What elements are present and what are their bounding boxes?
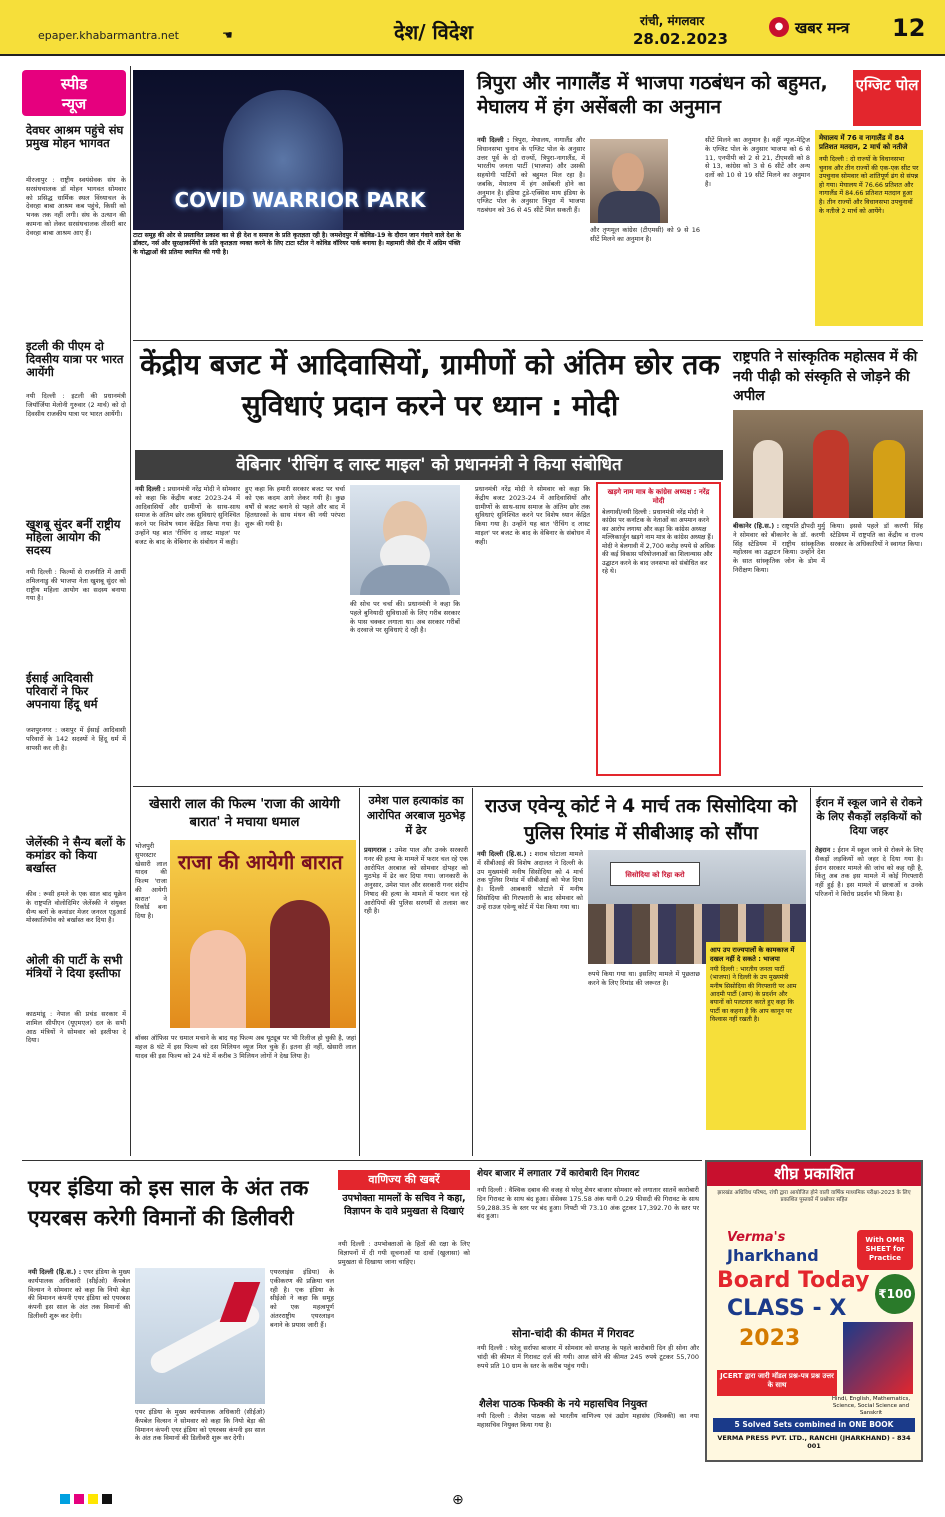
ad-price-badge: ₹100	[875, 1274, 915, 1314]
ad-banner: शीघ्र प्रकाशित	[707, 1162, 921, 1186]
left-story-title-2[interactable]: इटली की पीएम दो दिवसीय यात्रा पर भारत आयेंगी	[26, 339, 124, 380]
iran-headline[interactable]: ईरान में स्कूल जाने से रोकने के लिए सैकड़ों लड़कियों को दिया जहर	[815, 797, 923, 838]
modi-dateline: नयी दिल्ली :	[135, 485, 166, 493]
ad-class: CLASS - X	[727, 1296, 847, 1321]
film-headline[interactable]: खेसारी लाल की फिल्म 'राजा की आयेगी बारात' ने मचाया धमाल	[149, 797, 340, 830]
left-story-title-1[interactable]: देवघर आश्रम पहुंचे संघ प्रमुख मोहन भागवत	[26, 123, 124, 151]
ad-jcert: JCERT द्वारा जारी मॉडल प्रश्न-पत्र प्रश्न उत्तर के साथ	[717, 1370, 837, 1396]
ad-omr-badge: With OMR SHEET for Practice	[857, 1230, 913, 1270]
exit-poll-tag: एग्जिट पोल	[853, 70, 921, 126]
umesh-dateline: प्रयागराज :	[364, 846, 392, 854]
registration-mark-icon: ⊕	[452, 1492, 464, 1508]
left-story-body-6: काठमांडू : नेपाल की प्रचंड सरकार में शामिल सीपीएन (यूएमएल) दल के सभी आठ मंत्रियों ने सोमवार को इस्तीफा दे दिया।	[26, 1010, 126, 1045]
share-market-headline[interactable]: शेयर बाजार में लगातार 7वें कारोबारी दिन गिरावट	[477, 1169, 640, 1179]
airindia-text: एयर इंडिया के मुख्य कार्यपालक अधिकारी (सीईओ) कैंपबेल विल्सन ने सोमवार को कहा कि नियो बेड़ा की विमानन कंपनी एयर इंडिया को एयरबस कंपनी इस साल के अंत तक विमानों की डिलीवरी शुरू कर देगी।	[28, 1268, 130, 1320]
left-story-title-3[interactable]: खुशबू सुंदर बनीं राष्ट्रीय महिला आयोग की सदस्य	[26, 517, 121, 558]
face-shape	[612, 153, 644, 193]
commerce-label: वाणिज्य की खबरें	[338, 1170, 470, 1190]
ad-publisher: VERMA PRESS PVT. LTD., RANCHI (JHARKHAND) - 834 001	[717, 1434, 911, 1451]
protest-banner: सिसोदिया को रिहा करो	[610, 862, 700, 886]
modi-photo	[350, 485, 460, 595]
section-rule	[133, 340, 923, 341]
airindia-dateline: नयी दिल्ली (हि.स.) :	[28, 1268, 82, 1276]
airindia-headline[interactable]: एयर इंडिया को इस साल के अंत तक एयरबस करेगी विमानों की डिलीवरी	[28, 1176, 309, 1231]
president-photo	[733, 410, 923, 518]
film-intro: भोजपुरी सुपरस्टार खेसारी लाल यादव की फिल्म 'राजा की आयेगी बारात' ने रिकॉर्ड बना दिया है।	[135, 842, 167, 921]
consumer-headline[interactable]: उपभोक्ता मामलों के सचिव ने कहा, विज्ञापन के दावे प्रमुखता से दिखाएं	[342, 1193, 466, 1217]
film-poster	[170, 840, 356, 1028]
cursor-icon: ☚	[222, 28, 233, 42]
left-story-title-4[interactable]: ईसाई आदिवासी परिवारों ने फिर अपनाया हिंदू धर्म	[26, 671, 98, 712]
candidate-photo	[590, 139, 668, 223]
tripura-dateline: नयी दिल्ली :	[477, 136, 510, 144]
aircraft-photo	[135, 1268, 265, 1404]
modi-headline[interactable]: केंद्रीय बजट में आदिवासियों, ग्रामीणों को अंतिम छोर तक सुविधाएं प्रदान करने पर ध्यान : मोदी	[140, 348, 720, 422]
cyan-swatch	[60, 1494, 70, 1504]
page-footer	[0, 1488, 945, 1517]
covid-park-photo	[133, 70, 464, 230]
speed-news-badge	[22, 70, 126, 116]
section-rule	[22, 1160, 702, 1161]
ad-year: 2023	[739, 1326, 801, 1351]
modi-body-1	[135, 485, 240, 775]
turnout-box-title: मेघालय में 76 व नागालैंड में 84 प्रतिशत मतदान, 2 मार्च को नतीजे	[819, 134, 908, 152]
tripura-body-2: सीटें मिलने का अनुमान है। वहीं न्यूज-मेट्रिज के एग्जिट पोल के अनुसार भाजपा को 6 से 11, एनपीपी को 2 से 21, टीएमसी को 8 से 13, कांग्रेस को 3 से 6 सीटें और अन्य दलों को 10 से 19 सीटें मिलने का अनुमान है।	[705, 136, 810, 188]
city-day: रांची, मंगलवार	[640, 14, 705, 28]
left-story-title-5[interactable]: जेलेंस्की ने सैन्य बलों के कमांडर को किया बर्खास्त	[26, 835, 126, 876]
ad-subtext: झारखंड अधिविध परिषद, रांची द्वारा आयोजित होने वाली वार्षिक माध्यमिक परीक्षा-2023 के लिए प्रकाशित पुस्तकों में प्रश्नोत्तर सहित	[717, 1190, 911, 1204]
badge-top-text: स्पीड	[60, 75, 88, 93]
iran-body	[815, 846, 923, 1154]
gold-body: नयी दिल्ली : घरेलू सर्राफा बाजार में सोमवार को सप्ताह के पहले कारोबारी दिन ही सोना और चांदी की कीमत में गिरावट दर्ज की गयी। आज सोने की कीमत 245 रुपये टूटकर 55,700 रुपये प्रति 10 ग्राम के स्तर के करीब पहुंच गयी।	[477, 1344, 699, 1370]
shailesh-body: नयी दिल्ली : शैलेश पाठक को भारतीय वाणिज्य एवं उद्योग महासंघ (फिक्की) का नया महासचिव नियुक्त किया गया है।	[477, 1412, 699, 1429]
person-shape	[753, 440, 783, 518]
tripura-text: त्रिपुरा, मेघालय, नागालैंड और विधानसभा चुनाव के एग्जिट पोल के अनुसार उत्तर पूर्व के दो राज्यों, त्रिपुरा-नागालैंड, में भारतीय जनता पार्टी (भाजपा) और उसकी सहयोगी पार्टियों को बहुमत मिल रहा है। जबकि, मेघालय में हंग असेंबली होने का अनुमान है। इंडिया टुडे-एक्सिस माय इंडिया के एग्जिट पोल के अनुसार त्रिपुरा में भाजपा गठबंधन को 36 से 45 सीटें मिल सकती हैं।	[477, 136, 585, 215]
umesh-body	[364, 846, 468, 1146]
tripura-headline[interactable]: त्रिपुरा और नागालैंड में भाजपा गठबंधन को बहुमत, मेघालय में हंग असेंबली का अनुमान	[477, 72, 828, 118]
share-market-body: नयी दिल्ली : वैश्विक दबाव की वजह से घरेलू शेयर बाजार सोमवार को लगातार सातवें कारोबारी दिन गिरावट के साथ बंद हुआ। सेंसेक्स 175.58 अंक यानी 0.29 फीसदी की गिरावट के साथ 59,288.35 के स्तर पर बंद हुआ। निफ्टी भी 73.10 अंक टूटकर 17,392.70 के स्तर पर बंद हुआ।	[477, 1186, 699, 1221]
section-title: देश/ विदेश	[394, 20, 474, 44]
airindia-body-3: एयरलाइंस इंडिया) के एकीकरण की प्रक्रिया चल रही है। एक इंडिया के सीईओ ने कहा कि समूह को एक महत्वपूर्ण अंतरराष्ट्रीय एयरलाइन बनाने के प्रयास जारी हैं।	[270, 1268, 334, 1329]
ad-state: Jharkhand	[727, 1246, 819, 1265]
airindia-body-2: एयर इंडिया के मुख्य कार्यपालक अधिकारी (सीईओ) कैंपबेल विल्सन ने सोमवार को कहा कि नियो बेड़ा की विमानन कंपनी एयर इंडिया को एयरबस कंपनी इस साल के अंत तक विमानों की डिलीवरी शुरू कर देगी।	[135, 1408, 265, 1443]
airindia-body-1	[28, 1268, 130, 1468]
president-text: राष्ट्रपति द्रौपदी मुर्मु ने सोमवार को बीकानेर के डॉ. करणी सिंह स्टेडियम में राष्ट्रीय सांस्कृतिक महोत्सव का उद्घाटन किया। उन्होंने देश के सात सांस्कृतिक जोन के डोम में निरीक्षण किया।	[733, 522, 825, 574]
turnout-box-body: नयी दिल्ली : दो राज्यों के विधानसभा चुनाव और तीन राज्यों की एक-एक सीट पर उपचुनाव सोमवार को शांतिपूर्ण ढंग से संपन्न हो गया। मेघालय में 76.66 प्रतिशत और नागालैंड में 84.66 प्रतिशत मतदान हुआ है। तीन राज्यों और विधानसभा उपचुनावों के नतीजे 2 मार्च को आयेंगे।	[819, 154, 919, 215]
kharge-box	[596, 482, 721, 776]
book-advertisement[interactable]	[705, 1160, 923, 1462]
president-body-2: किया। इससे पहले डॉ करणी सिंह स्टेडियम में राष्ट्रपति का केंद्रीय व राज्य सरकार के अधिकारियों ने स्वागत किया।	[830, 522, 923, 548]
shailesh-headline[interactable]: शैलेश पाठक फिक्की के नये महासचिव नियुक्त	[479, 1399, 648, 1410]
bjp-statement-box	[706, 942, 806, 1130]
tripura-photo-caption: और तृणमूल कांग्रेस (टीएमसी) को 9 से 16 सीटें मिलने का अनुमान है।	[590, 226, 700, 243]
sisodia-body	[477, 850, 583, 1150]
magenta-swatch	[74, 1494, 84, 1504]
page-header	[0, 0, 945, 56]
column-rule	[359, 788, 360, 1156]
actor-shape	[270, 900, 330, 1028]
site-url[interactable]: epaper.khabarmantra.net	[38, 29, 179, 42]
ad-subjects: Hindi, English, Mathematics, Science, Social Science and Sanskrit	[831, 1396, 911, 1417]
bjp-box-title: आप उप राज्यपालों के कामकाज में दखल नहीं दे सकते : भाजपा	[710, 946, 795, 963]
film-body: बॉक्स ऑफिस पर धमाल मचाने के बाद यह फिल्म अब यूट्यूब पर भी रिलीज हो चुकी है, जहां महज 8 घंटे में इस फिल्म को दस मिलियन व्यूज मिल चुके हैं। इतना ही नहीं, खेसारी लाल यादव की इस फिल्म को 24 घंटे में करीब 3 मिलियन लोगों ने देख लिया है।	[135, 1034, 356, 1060]
sisodia-text: शराब घोटाला मामले में सीबीआई की विशेष अदालत ने दिल्ली के उप मुख्यमंत्री मनीष सिसोदिया को 4 मार्च तक पुलिस रिमांड में सीबीआई को भेज दिया है। दिल्ली आबकारी घोटाले में मनीष सिसोदिया की गिरफ्तारी के बाद सोमवार को उन्हें राउज एवेन्यू कोर्ट में पेश किया गया था।	[477, 850, 583, 911]
book-cover-icon	[843, 1322, 913, 1394]
umesh-text: उमेश पाल और उनके सरकारी गनर की हत्या के मामले में फरार चल रहे एक आरोपित अरबाज को सोमवार दोपहर को मुठभेड़ में ढेर कर दिया गया। जानकारी के अनुसार, उमेश पाल और सरकारी गनर संदीप निषाद की हत्या के मामले में फरार चल रहे आरोपियों की पुलिस सरगर्मी से तलाश कर रही है।	[364, 846, 468, 916]
iran-text: ईरान में स्कूल जाने से रोकने के लिए सैकड़ों लड़कियों को जहर दे दिया गया है। ईरान सरकार मामले की जांच को कह रही है, किंतु अब तक इस मामले में कोई गिरफ्तारी नहीं हुई है। इस मामले में छात्राओं व उनके परिजनों ने विरोध प्रदर्शन भी किया है।	[815, 846, 923, 898]
umesh-headline[interactable]: उमेश पाल हत्याकांड का आरोपित अरबाज मुठभेड़ में ढेर	[366, 794, 466, 837]
sisodia-body-2: रुपये किया गया था। इसलिए मामले में पूछताछ करने के लिए रिमांड की जरूरत है।	[588, 970, 700, 987]
modi-subhead: वेबिनार 'रीचिंग द लास्ट माइल' को प्रधानमंत्री ने किया संबोधित	[135, 450, 723, 480]
actress-shape	[190, 930, 246, 1028]
tripura-body	[477, 136, 585, 336]
column-rule	[130, 66, 131, 1156]
left-story-body-1: मीरजापुर : राष्ट्रीय स्वयंसेवक संघ के सरसंघचालक डॉ मोहन भागवत सोमवार को प्रसिद्ध धार्मिक स्थल विंध्याचल के देवरहा बाबा आश्रम कब पहुंचे, किसी को भनक तक नहीं लगी। संघ के उत्थान की कामना को लेकर सरसंघचालक तीसरी बार देवरहा बाबा आश्रम आए हैं।	[26, 176, 126, 237]
coat-shape	[360, 565, 450, 595]
left-story-body-5: कीव : रूसी हमले के एक साल बाद यूक्रेन के राष्ट्रपति वोलोदिमिर जेलेंस्की ने संयुक्त सैन्य बलों के कमांडर मेजर जनरल एडुआर्ड मोस्कालियोव को बर्खास्त कर दिया है।	[26, 890, 126, 925]
sisodia-headline[interactable]: राउज एवेन्यू कोर्ट ने 4 मार्च तक सिसोदिया को पुलिस रिमांड में सीबीआइ को सौंपा	[484, 796, 797, 844]
kharge-box-body: बेलगावी/नयी दिल्ली : प्रधानमंत्री नरेंद्र मोदी ने कांग्रेस पर कर्नाटक के नेताओं का अपमान करने का आरोप लगाया और कहा कि कांग्रेस अध्यक्ष मल्लिकार्जुन खड़गे नाम मात्र के कांग्रेस अध्यक्ष हैं। मोदी ने बेलगावी में 2,700 करोड़ रुपये से अधिक की कई विकास परियोजनाओं का शिलान्यास और उद्घाटन करने के बाद जनसभा को संबोधित कर रहे थे।	[602, 508, 715, 576]
brand-name: खबर मन्त्र	[795, 19, 850, 37]
iran-dateline: तेहरान :	[815, 846, 836, 854]
brand-logo-icon: ●	[769, 17, 789, 37]
yellow-swatch	[88, 1494, 98, 1504]
edition-date: 28.02.2023	[633, 30, 728, 48]
ad-solved-sets: 5 Solved Sets combined in ONE BOOK	[713, 1418, 915, 1432]
kharge-box-title: खड़गे नाम मात्र के कांग्रेस अध्यक्ष : नरेंद्र मोदी	[607, 488, 710, 506]
left-story-body-4: जशपुरनगर : जशपुर में ईसाई आदिवासी परिवारों के 142 सदस्यों ने हिंदू धर्म में वापसी कर ली है।	[26, 726, 126, 752]
modi-body-2: हुए कहा कि हमारी सरकार बजट पर चर्चा को एक कदम आगे लेकर गयी है। कुछ वर्षों से बजट बनाने से पहले और बाद में हितधारकों के साथ मंथन की नयी परंपरा शुरू की गयी है।	[245, 485, 345, 529]
left-story-body-3: नयी दिल्ली : फिल्मों से राजनीति में आयीं तमिलनाडु की भाजपा नेता खुशबू सुंदर को राष्ट्रीय महिला आयोग का सदस्य बनाया गया है।	[26, 568, 126, 603]
president-body-1	[733, 522, 825, 778]
black-swatch	[102, 1494, 112, 1504]
page-number: 12	[892, 14, 926, 42]
left-story-body-2: नयी दिल्ली : इटली की प्रधानमंत्री जियॉर्जिया मेलोनी गुरुवार (2 मार्च) को दो दिवसीय राजकीय यात्रा पर भारत आयेंगी।	[26, 392, 126, 418]
section-rule	[133, 786, 923, 787]
modi-text: प्रधानमंत्री नरेंद्र मोदी ने सोमवार को कहा कि केंद्रीय बजट 2023-24 में आदिवासियों और ग्रामीणों के साथ-साथ समाज के अंतिम छोर तक सुविधाएं सुनिश्चित करने पर विशेष ध्यान केंद्रित किया गया है। उन्होंने यह बात 'रीचिंग द लास्ट माइल' पर बजट के बाद के वेबिनार के संबोधन में कही।	[135, 485, 240, 546]
consumer-body: नयी दिल्ली : उपभोक्ताओं के हितों की रक्षा के लिए विज्ञापनों में दी गयी सूचनाओं या दावों (खुलासा) को प्रमुखता से दिखाया जाना चाहिए।	[338, 1240, 470, 1266]
gold-headline[interactable]: सोना-चांदी की कीमत में गिरावट	[512, 1328, 634, 1340]
meghalaya-turnout-box	[815, 130, 923, 326]
column-rule	[810, 788, 811, 1156]
covid-park-caption: टाटा समूह की ओर से प्रस्तावित प्रकाश का से ही देश व समाज के प्रति कृतज्ञता रही है। जमशेदपुर में कोविड-19 के दौरान जान गंवाने वाले देश के डॉक्टर, नर्स और सुरक्षाकर्मियों के प्रति कृतज्ञता व्यक्त करने के लिए टाटा स्टील ने कोविड वॉरियर पार्क बनाया है। महामारी जैसे दौर में अग्रिम पंक्ति के योद्धाओं की प्रतिमा स्थापित की गयी है।	[133, 232, 461, 256]
ad-book-title: Board Today	[717, 1268, 870, 1293]
column-rule	[472, 788, 473, 1156]
left-story-title-6[interactable]: ओली की पार्टी के सभी मंत्रियों ने दिया इस्तीफा	[26, 954, 126, 980]
bjp-box-body: नयी दिल्ली : भारतीय जनता पार्टी (भाजपा) ने दिल्ली के उप मुख्यमंत्री मनीष सिसोदिया की गिरफ्तारी पर आम आदमी पार्टी (आप) के प्रदर्शन और बयानों को पलटवार करते हुए कहा कि पार्टी का कहना है कि आप कानून पर विश्वास नहीं रखती है।	[710, 965, 797, 1023]
modi-body-3: की सोच पर चर्चा की। प्रधानमंत्री ने कहा कि पहले बुनियादी सुविधाओं के लिए गरीब सरकार के पास चक्कर लगाता था। अब सरकार गरीबों के दरवाजे पर सुविधाएं दे रही है।	[350, 600, 460, 635]
person-shape	[873, 440, 905, 518]
park-sign: COVID WARRIOR PARK	[174, 188, 426, 212]
body-shape	[598, 191, 660, 223]
president-headline[interactable]: राष्ट्रपति ने सांस्कृतिक महोत्सव में की नयी पीढ़ी को संस्कृति से जोड़ने की अपील	[733, 349, 918, 405]
poster-title: राजा की आयेगी बारात	[178, 850, 343, 874]
sisodia-dateline: नयी दिल्ली (हि.स.) :	[477, 850, 532, 858]
president-dateline: बीकानेर (हि.स.) :	[733, 522, 780, 530]
person-shape	[813, 430, 849, 518]
ad-publisher-brand: Verma's	[727, 1230, 786, 1245]
badge-bottom-text: न्यूज	[61, 95, 87, 113]
modi-body-4: प्रधानमंत्री नरेंद्र मोदी ने सोमवार को कहा कि केंद्रीय बजट 2023-24 में आदिवासियों और ग्रामीणों के साथ-साथ समाज के अंतिम छोर तक सुविधाएं सुनिश्चित करने पर विशेष ध्यान केंद्रित किया गया है। उन्होंने यह बात 'रीचिंग द लास्ट माइल' पर बजट के बाद के वेबिनार के संबोधन में कही।	[475, 485, 590, 546]
